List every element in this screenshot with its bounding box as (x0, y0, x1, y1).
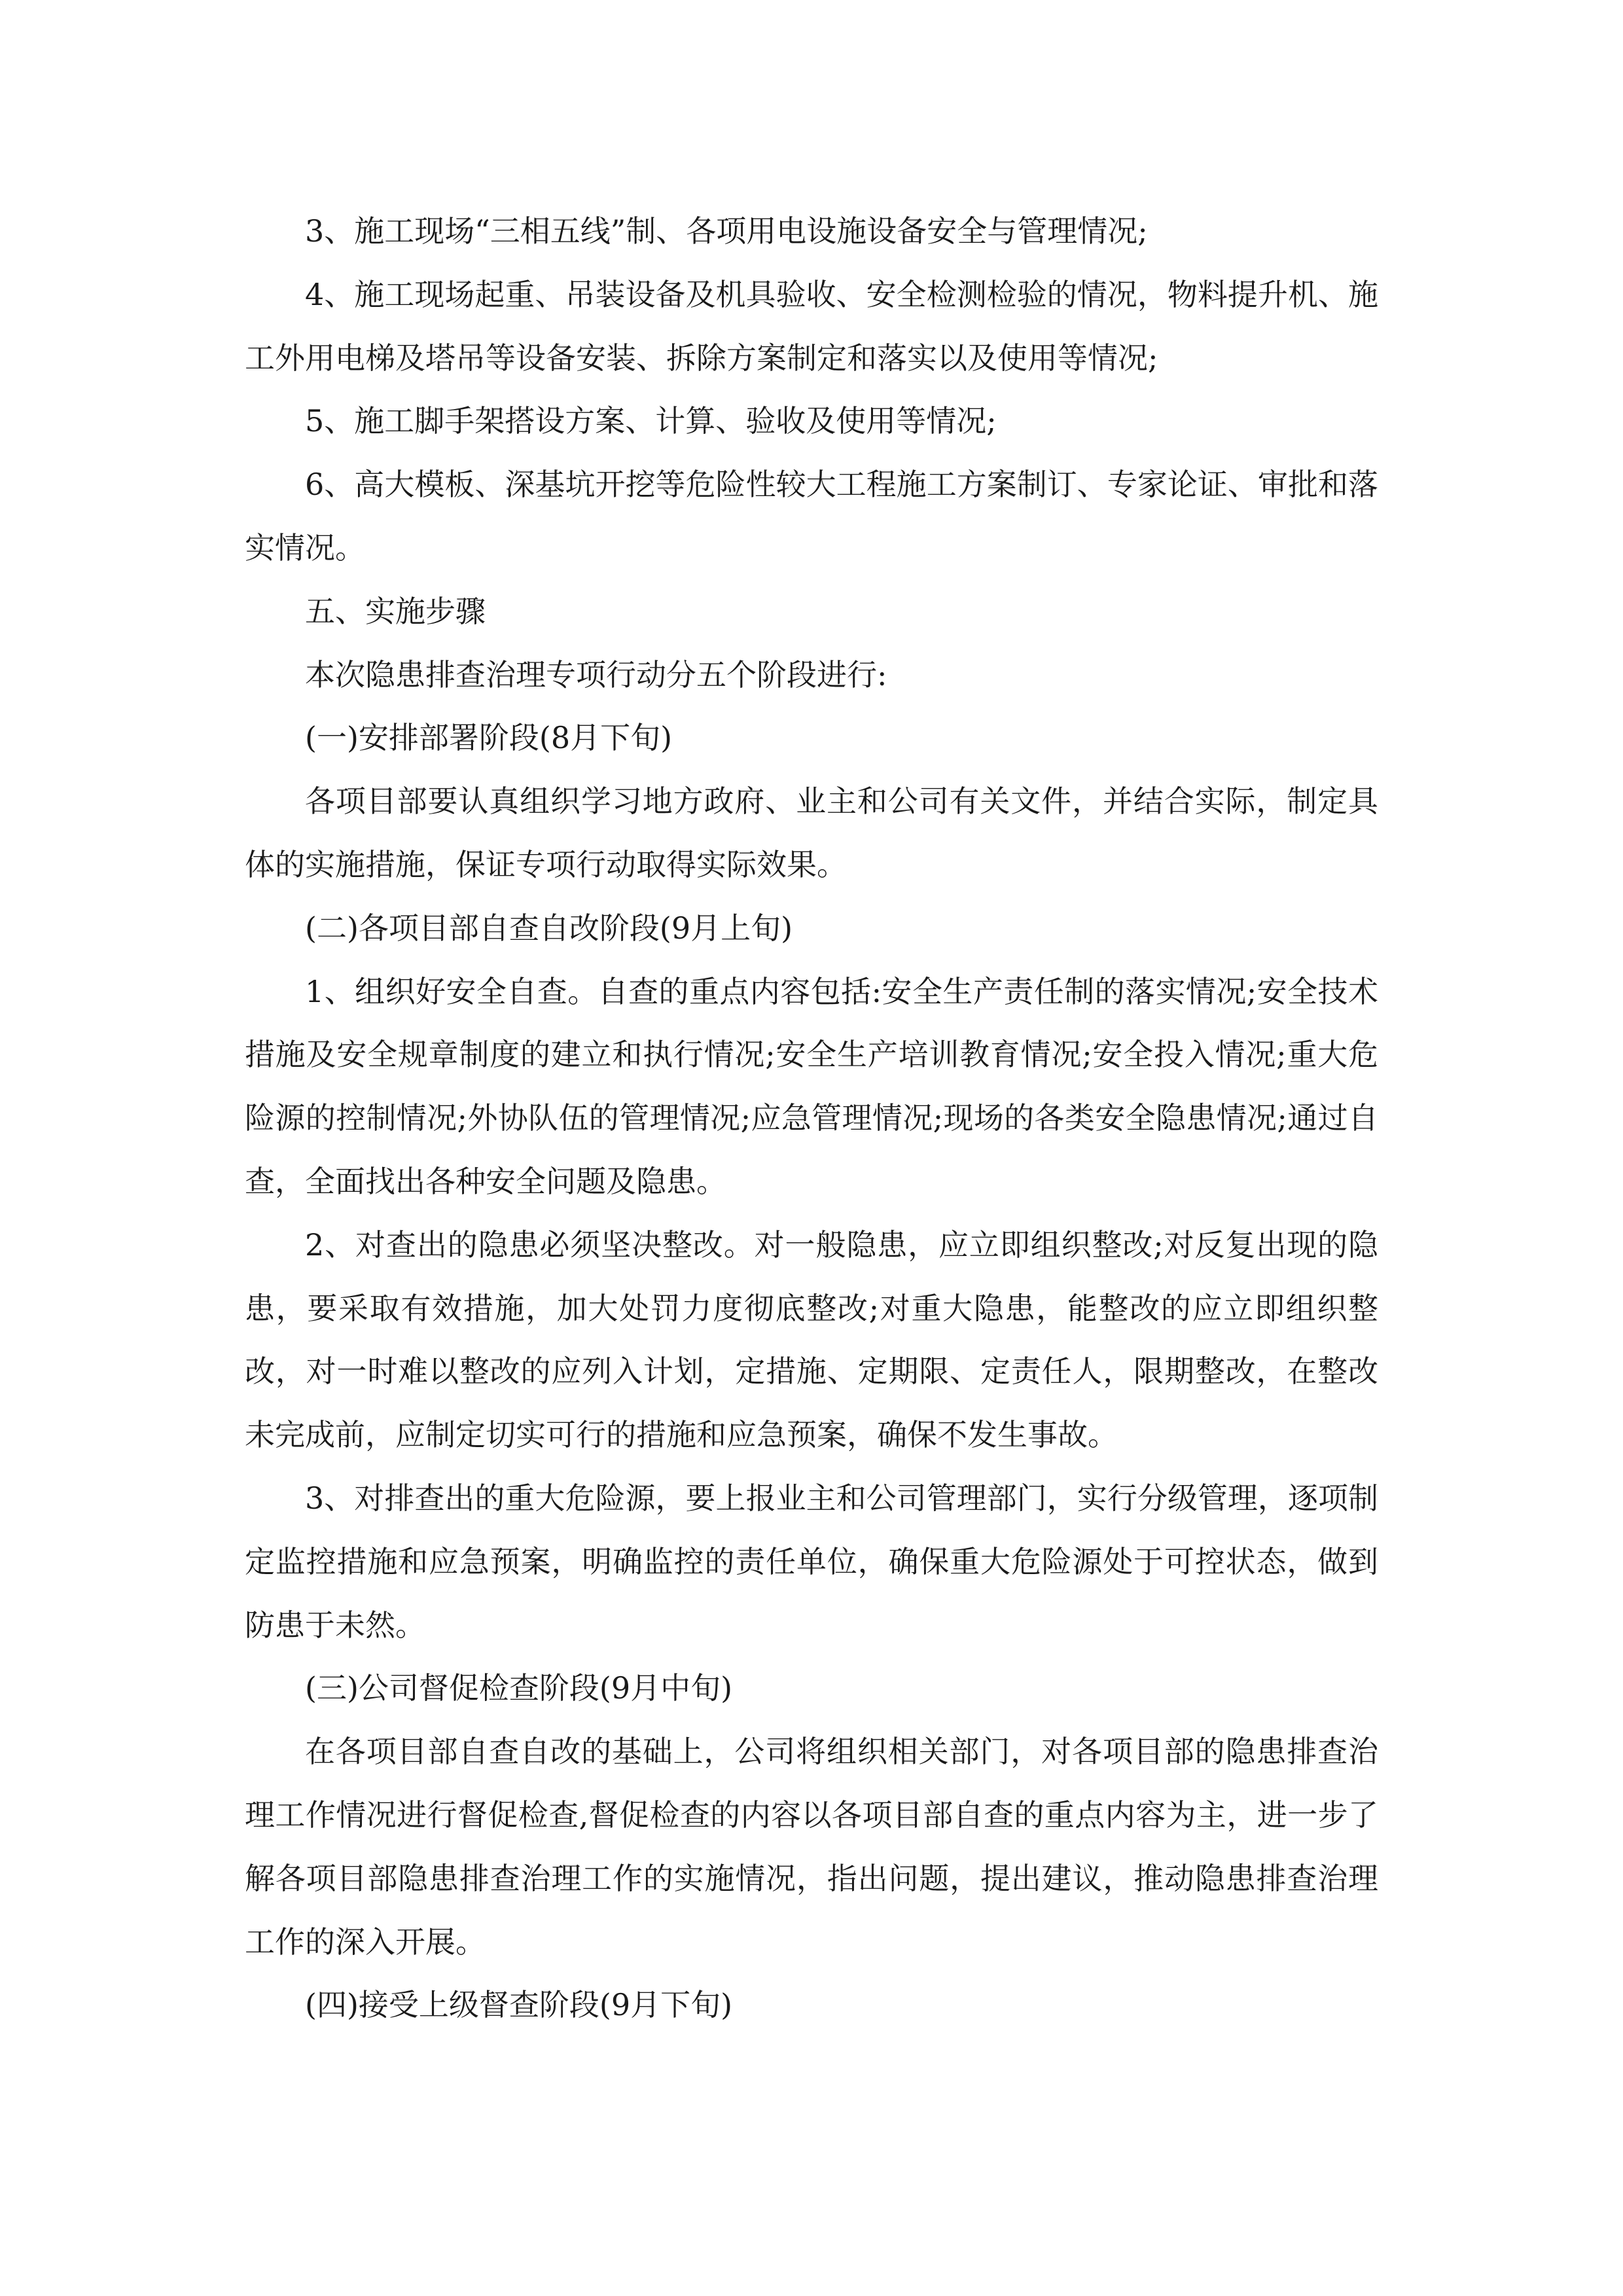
item-3-electrical: 3、施工现场“三相五线”制、各项用电设施设备安全与管理情况; (305, 213, 1148, 249)
stages-intro: 本次隐患排查治理专项行动分五个阶段进行: (305, 656, 887, 692)
stage-3-body: 在各项目部自查自改的基础上，公司将组织相关部门，对各项目部的隐患排查治理工作情况进行督促检查,督促检查的内容以各项目部自查的重点内容为主，进一步了解各项目部隐患排查治理工作的实施情况，指出问题，提出建议，推动隐患排查治理工作的深入开展。 (245, 1734, 1378, 1960)
stage-2-heading: (二)各项目部自查自改阶段(9月上旬) (305, 910, 793, 946)
stage-2-item-2: 2、对查出的隐患必须坚决整改。对一般隐患，应立即组织整改;对反复出现的隐患，要采取有效措施，加大处罚力度彻底整改;对重大隐患，能整改的应立即组织整改，对一时难以整改的应列入计划，定措施、定期限、定责任人，限期整改，在整改未完成前，应制定切实可行的措施和应急预案，确保不发生事故。 (245, 1227, 1378, 1453)
stage-4-heading: (四)接受上级督查阶段(9月下旬) (305, 1987, 733, 2023)
stage-2-item-3: 3、对排查出的重大危险源，要上报业主和公司管理部门，实行分级管理，逐项制定监控措施和应急预案，明确监控的责任单位，确保重大危险源处于可控状态，做到防患于未然。 (245, 1480, 1378, 1643)
item-5-scaffolding: 5、施工脚手架搭设方案、计算、验收及使用等情况; (305, 403, 997, 439)
stage-1-body: 各项目部要认真组织学习地方政府、业主和公司有关文件，并结合实际，制定具体的实施措施，保证专项行动取得实际效果。 (245, 783, 1378, 882)
item-6-formwork-excavation: 6、高大模板、深基坑开挖等危险性较大工程施工方案制订、专家论证、审批和落实情况。 (245, 467, 1378, 565)
document-body (245, 200, 1378, 2037)
item-4-lifting-equipment: 4、施工现场起重、吊装设备及机具验收、安全检测检验的情况，物料提升机、施工外用电梯及塔吊等设备安装、拆除方案制定和落实以及使用等情况; (245, 276, 1378, 376)
stage-3-heading: (三)公司督促检查阶段(9月中旬) (305, 1670, 733, 1706)
section-heading-implementation-steps: 五、实施步骤 (305, 593, 486, 629)
stage-2-item-1: 1、组织好安全自查。自查的重点内容包括:安全生产责任制的落实情况;安全技术措施及安全规章制度的建立和执行情况;安全生产培训教育情况;安全投入情况;重大危险源的控制情况;外协队伍的管理情况;应急管理情况;现场的各类安全隐患情况;通过自查，全面找出各种安全问题及隐患。 (245, 973, 1378, 1199)
stage-1-heading: (一)安排部署阶段(8月下旬) (305, 720, 673, 756)
